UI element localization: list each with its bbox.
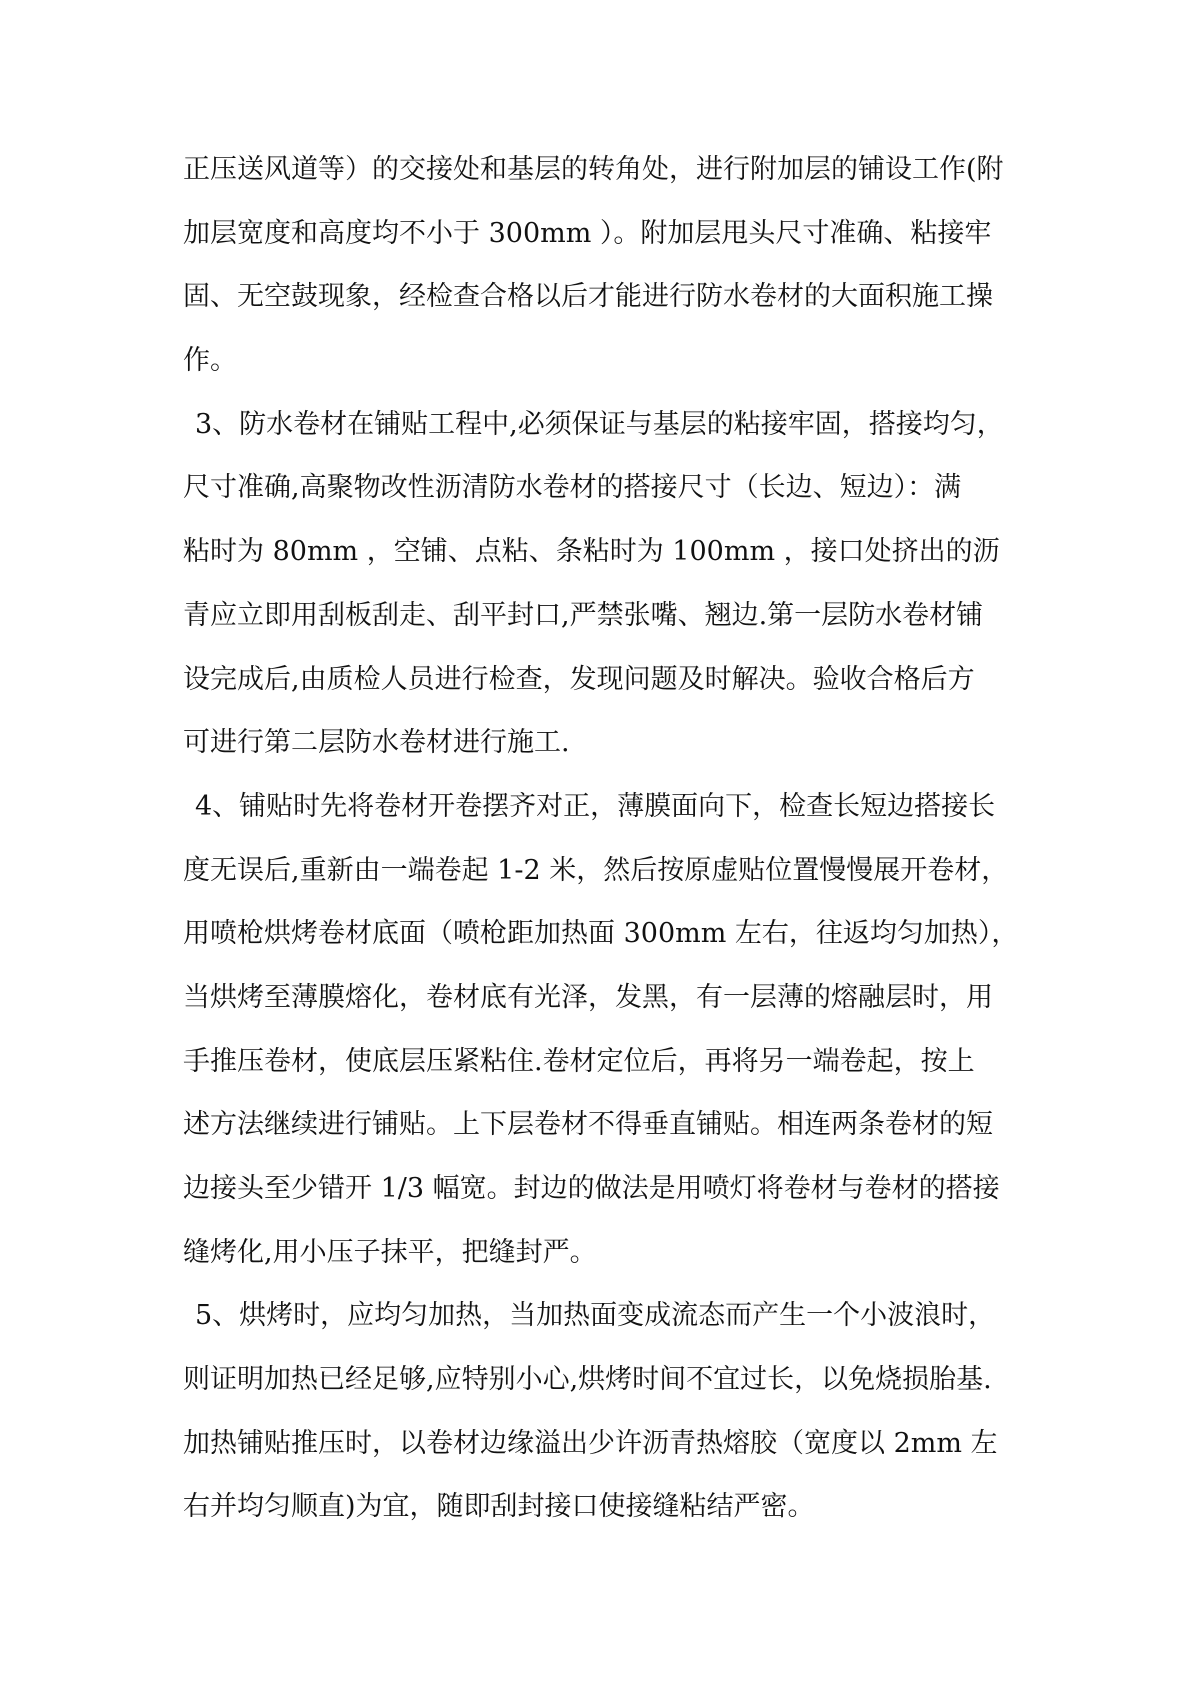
text-line: 加层宽度和高度均不小于 300mm ）。附加层甩头尺寸准确、粘接牢 (183, 217, 992, 249)
text-line: 则证明加热已经足够,应特别小心,烘烤时间不宜过长，以免烧损胎基. (183, 1364, 992, 1396)
text-line: 加热铺贴推压时，以卷材边缘溢出少许沥青热熔胶（宽度以 2mm 左 (183, 1427, 998, 1459)
text-line: 当烘烤至薄膜熔化，卷材底有光泽，发黑，有一层薄的熔融层时，用 (183, 981, 993, 1013)
text-line: 设完成后,由质检人员进行检查，发现问题及时解决。验收合格后方 (183, 663, 975, 695)
text-line: 度无误后,重新由一端卷起 1-2 米，然后按原虚贴位置慢慢展开卷材， (183, 854, 1009, 886)
document-body (183, 138, 1023, 1539)
text-line: 尺寸准确,高聚物改性沥清防水卷材的搭接尺寸（长边、短边）：满 (183, 472, 962, 504)
text-line: 右并均匀顺直)为宜，随即刮封接口使接缝粘结严密。 (183, 1491, 815, 1523)
text-line: 粘时为 80mm ，空铺、点粘、条粘时为 100mm ，接口处挤出的沥 (183, 536, 1000, 568)
paragraph-4 (183, 1284, 1023, 1539)
text-line: 3、防水卷材在铺贴工程中,必须保证与基层的粘接牢固，搭接均匀， (195, 408, 1004, 440)
text-line: 5、烘烤时，应均匀加热，当加热面变成流态而产生一个小波浪时， (195, 1300, 996, 1332)
text-line: 用喷枪烘烤卷材底面（喷枪距加热面 300mm 左右，往返均匀加热）， (183, 918, 1019, 950)
text-line: 可进行第二层防水卷材进行施工. (183, 727, 570, 759)
text-line: 缝烤化,用小压子抹平，把缝封严。 (183, 1236, 597, 1268)
text-line: 青应立即用刮板刮走、刮平封口,严禁张嘴、翘边.第一层防水卷材铺 (183, 599, 984, 631)
paragraph-2 (183, 393, 1023, 775)
text-line: 固、无空鼓现象，经检查合格以后才能进行防水卷材的大面积施工操 (183, 281, 993, 313)
paragraph-3 (183, 775, 1023, 1285)
text-line: 正压送风道等）的交接处和基层的转角处，进行附加层的铺设工作(附 (183, 154, 1004, 185)
text-line: 作。 (183, 345, 237, 377)
paragraph-1 (183, 138, 1023, 393)
text-line: 4、铺贴时先将卷材开卷摆齐对正，薄膜面向下，检查长短边搭接长 (195, 790, 996, 822)
text-line: 边接头至少错开 1/3 幅宽。封边的做法是用喷灯将卷材与卷材的搭接 (183, 1173, 1000, 1204)
text-line: 述方法继续进行铺贴。上下层卷材不得垂直铺贴。相连两条卷材的短 (183, 1109, 993, 1141)
text-line: 手推压卷材，使底层压紧粘住.卷材定位后，再将另一端卷起，按上 (183, 1045, 975, 1077)
